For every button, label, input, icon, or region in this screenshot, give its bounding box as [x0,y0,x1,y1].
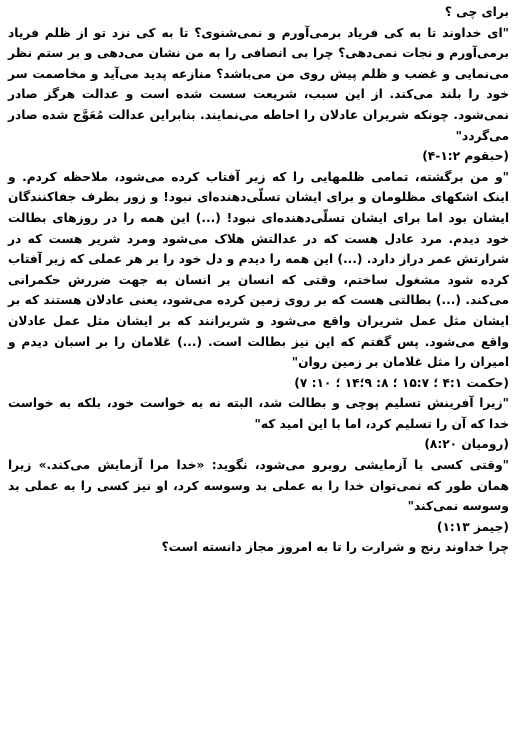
reference-james: (جیمز ۱:۱۳) [436,519,509,534]
quote-ecclesiastes: "و من برگشته، تمامی ظلمهایی را که زیر آفتاب کرده می‌شود، ملاحظه کردم. و اینک اشکهای مظلومان و برای ایشان تسلّی‌دهنده‌ای نبود! و زور بطرف جفاکنندگان ایشان بود اما برای ایشان تسلّی‌دهنده‌ای نبود! (...) این همه را در روزهای بطالت خود دیدم. مرد عادل هست که در عدالتش هلاک می‌شود ومرد شریر هست که در شرارتش عمر دراز دارد. (...) این همه را دیدم و دل خود را بر هر عملی که زیر آفتاب کرده شود مشغول ساختم، وقتی که انسان بر انسان به جهت ضررش حکمرانی می‌کند. (...) بطالتی هست که بر روی زمین کرده می‌شود، یعنی عادلان هستند که بر ایشان مثل عمل شریران واقع می‌شود و شریرانند که بر ایشان مثل عمل عادلان واقع می‌شود. پس گفتم که این نیز بطالت است. (...) غلامان را بر اسبان دیدم و امیران را مثل غلامان بر زمین روان" [8,169,509,370]
reference-ecclesiastes: (حکمت ۴:۱ ؛ ۱۵:۷ ؛ ۸: ۹؛۱۴ ؛ ۱۰: ۷) [294,375,509,390]
document-heading: برای چی ؟ [444,5,509,19]
closing-question: چرا خداوند رنج و شرارت را تا به امروز مجاز دانسته است؟ [161,540,509,555]
quote-romans: "زیرا آفرینش تسلیم پوچی و بطالت شد، البته نه به خواست خود، بلکه به خواست خدا که آن را تسلیم کرد، اما با این امید که" [8,396,509,431]
reference-habakkuk: (حبقوم ۱:۲-۴) [422,149,509,164]
reference-romans: (رومیان ۸:۲۰) [424,437,509,452]
quote-james: "وقتی کسی با آزمایشی روبرو می‌شود، نگوید: «خدا مرا آزمایش می‌کند.» زیرا همان طور که نمی‌توان خدا را به عملی بد وسوسه کرد، او نیز کسی را به عملی بد وسوسه نمی‌کند" [8,458,509,514]
quote-habakkuk: "ای خداوند تا به کی فریاد برمی‌آورم و نمی‌شنوی؟ تا به کی نزد تو از ظلم فریاد برمی‌آورم و نجات نمی‌دهی؟ چرا بی انصافی را به من نشان می‌دهی و بر ستم نظر می‌نمایی و غضب و ظلم پیش روی من می‌باشد؟ منازعه پدید می‌آید و مخاصمت سر خود را بلند می‌کند. از این سبب، شریعت سست شده است و عدالت هرگز صادر نمی‌شود. چونکه شریران عادلان را احاطه می‌نمایند. بنابراین عدالت مُعَوَّج شده صادر می‌گردد" [8,25,509,143]
